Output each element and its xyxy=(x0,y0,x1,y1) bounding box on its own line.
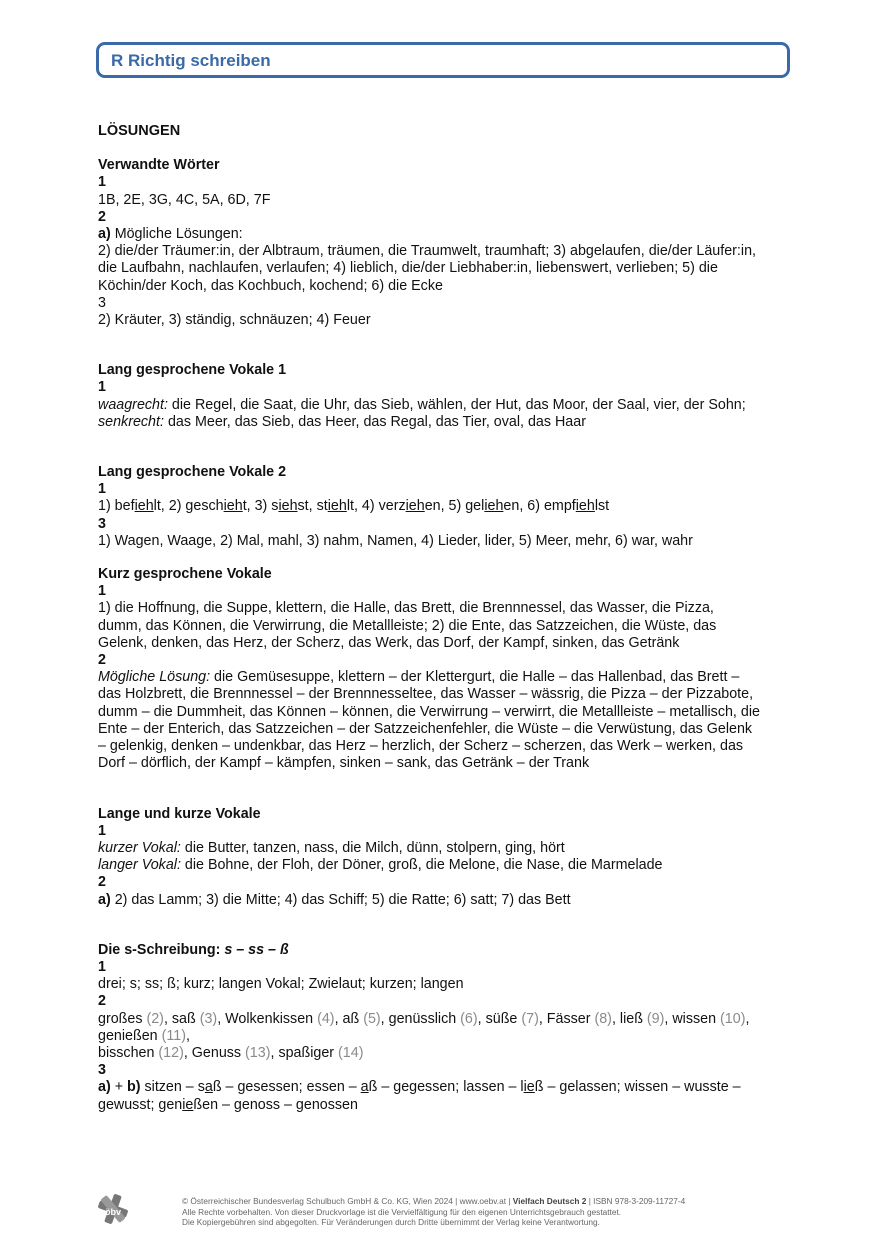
footer-book-title: Vielfach Deutsch 2 xyxy=(512,1196,587,1206)
text-part: ß – gelassen; wissen – wusste – xyxy=(534,1079,741,1096)
header-title: R Richtig schreiben xyxy=(111,51,271,70)
answer-text: das Holzbrett, die Brennnessel – der Brennnesseltee, das Wasser – wässrig, die Pizza – der Pizzabote, xyxy=(98,686,754,703)
footer-text: | ISBN 978-3-209-11727-4 xyxy=(586,1196,686,1206)
word-number: (10) xyxy=(720,1010,746,1027)
title-part: Die s-Schreibung: xyxy=(98,941,225,958)
word-item: wissen xyxy=(672,1010,721,1027)
page-title: LÖSUNGEN xyxy=(98,123,181,139)
answer-text: die Laufbahn, nachlaufen, verlaufen; 4) lieblich, die/der Liebhaber:in, liebenswert, verlieben; 5) die xyxy=(98,260,718,277)
answer-text: 1) die Hoffnung, die Suppe, klettern, die Halle, das Brett, die Brennnessel, das Wasser, die Pizza, xyxy=(98,600,714,617)
answer-text: drei; s; ss; ß; kurz; langen Vokal; Zwielaut; kurzen; langen xyxy=(98,976,464,993)
title-italic-part: s – ss – ß xyxy=(224,941,289,958)
footer-line-1 xyxy=(182,1196,802,1207)
word-number: (6) xyxy=(460,1010,478,1027)
answer-text: Köchin/der Koch, das Kochbuch, kochend; 6) die Ecke xyxy=(98,277,443,294)
text-part: t, 3) s xyxy=(242,498,279,515)
answer-text: Dorf – dörflich, der Kampf – kämpfen, sinken – sank, das Getränk – der Trank xyxy=(98,755,590,772)
word-number: (14) xyxy=(338,1044,364,1061)
answer-label: Mögliche Lösung: xyxy=(98,669,211,686)
task-number: 3 xyxy=(98,515,106,532)
underlined-part: ieh xyxy=(223,498,243,515)
answer-text: – gelenkig, denken – undenkbar, das Herz – herzlich, der Scherz – scherzen, das Werk – werken, das xyxy=(98,738,744,755)
sub-label: b) xyxy=(127,1079,141,1096)
word-number: (3) xyxy=(199,1010,218,1027)
underlined-part: a xyxy=(204,1079,213,1096)
task-number: 2 xyxy=(98,652,106,669)
task-number: 3 xyxy=(98,294,106,311)
answer-text: Ente – der Enterich, das Satzzeichen – der Satzzeichenfehler, die Wüste – die Verwüstung, das Gelenk xyxy=(98,720,753,737)
answer-text xyxy=(98,840,798,857)
underlined-part: ieh xyxy=(278,498,298,515)
word-item: aß xyxy=(342,1010,364,1027)
answer-text: 1) Wagen, Waage, 2) Mal, mahl, 3) nahm, Namen, 4) Lieder, lider, 5) Meer, mehr, 6) war, wahr xyxy=(98,532,693,549)
section-title-verwandte: Verwandte Wörter xyxy=(98,157,220,174)
answer-text: Gelenk, denken, das Herz, der Scherz, das Werk, das Dorf, der Kampf, sinken, das Getränk xyxy=(98,634,680,651)
task-number: 1 xyxy=(98,379,106,396)
word-number: (4) xyxy=(317,1010,335,1027)
word-item: großes xyxy=(98,1010,147,1027)
text-part: sitzen – s xyxy=(140,1079,205,1096)
word-number: (12) xyxy=(158,1044,184,1061)
answer-text xyxy=(98,498,798,515)
answer-text xyxy=(98,397,798,414)
word-number: (7) xyxy=(521,1010,539,1027)
text-part: gewusst; gen xyxy=(98,1096,183,1113)
word-item: Wolkenkissen xyxy=(225,1010,318,1027)
word-number: (13) xyxy=(245,1044,271,1061)
word-item: genießen xyxy=(98,1027,162,1044)
section-title-kurz: Kurz gesprochene Vokale xyxy=(98,566,272,583)
answer-text xyxy=(98,414,798,431)
underlined-part: a xyxy=(360,1079,369,1096)
answer-body: das Meer, das Sieb, das Heer, das Regal, das Tier, oval, das Haar xyxy=(163,413,586,430)
section-title-lang-2: Lang gesprochene Vokale 2 xyxy=(98,464,287,481)
text-part: ß – gegessen; lassen – l xyxy=(368,1079,524,1096)
text-part: lst xyxy=(594,498,610,515)
answer-body: die Butter, tanzen, nass, die Milch, dünn, stolpern, ging, hört xyxy=(180,839,565,856)
word-item: süße xyxy=(485,1010,522,1027)
answer-body: die Gemüsesuppe, klettern – der Klettergurt, die Halle – das Hallenbad, das Brett – xyxy=(210,669,740,686)
word-item: genüsslich xyxy=(388,1010,461,1027)
underlined-part: ieh xyxy=(405,498,425,515)
section-title-lang-kurz: Lange und kurze Vokale xyxy=(98,805,261,822)
underlined-part: ieh xyxy=(575,498,595,515)
footer xyxy=(182,1196,802,1228)
answer-text: 2) die/der Träumer:in, der Albtraum, träumen, die Traumwelt, traumhaft; 3) abgelaufen, die/der Läufer:in, xyxy=(98,243,756,260)
word-item: Genuss xyxy=(191,1044,246,1061)
underlined-part: ieh xyxy=(327,498,347,515)
answer-label: langer Vokal: xyxy=(98,857,181,874)
word-list: großes (2), saß (3), Wolkenkissen (4), aß (5), genüsslich (6), süße (7), Fässer (8), ließ (9), wissen (10), genießen (11), bisschen (12), Genuss (13), spaßiger (14) xyxy=(98,1010,750,1061)
text-part: lt, 4) verz xyxy=(346,498,406,515)
text-part: ßen – genoss – genossen xyxy=(193,1096,358,1113)
text-part: en, 6) empf xyxy=(503,498,576,515)
answer-text xyxy=(98,857,798,874)
sub-label: a) xyxy=(98,1079,111,1096)
task-number: 1 xyxy=(98,174,106,191)
word-item: Fässer xyxy=(546,1010,595,1027)
task-number: 2 xyxy=(98,208,106,225)
underlined-part: ie xyxy=(523,1079,535,1096)
footer-line-3: Die Kopiergebühren sind abgegolten. Für Veränderungen durch Dritte übernimmt der Verlag keine Verantwortung. xyxy=(182,1217,600,1227)
solutions-content xyxy=(98,123,798,1114)
answer-intro: Mögliche Lösungen: xyxy=(110,226,243,243)
word-number: (2) xyxy=(146,1010,164,1027)
word-number: (5) xyxy=(363,1010,381,1027)
answer-text: dumm – die Dummheit, das Können – können, die Verwirrung – verwirrt, die Metallleiste – metallisch, die xyxy=(98,703,760,720)
word-item: saß xyxy=(171,1010,200,1027)
text-part: ß – gesessen; essen – xyxy=(212,1079,361,1096)
task-number: 1 xyxy=(98,822,106,839)
answer-text xyxy=(98,892,798,909)
sub-label: a) xyxy=(98,226,111,243)
answer-text xyxy=(98,669,798,686)
word-item: bisschen xyxy=(98,1044,159,1061)
answer-body: die Bohne, der Floh, der Döner, groß, die Melone, die Nase, die Marmelade xyxy=(180,857,663,874)
answer-text: 1B, 2E, 3G, 4C, 5A, 6D, 7F xyxy=(98,191,271,208)
sub-label: a) xyxy=(98,891,111,908)
answer-label: senkrecht: xyxy=(98,413,164,430)
text-part: st, st xyxy=(297,498,328,515)
answer-text xyxy=(98,1097,798,1114)
word-number: (9) xyxy=(646,1010,665,1027)
section-title-s-schreibung xyxy=(98,942,798,959)
answer-text: 2) Kräuter, 3) ständig, schnäuzen; 4) Feuer xyxy=(98,312,371,329)
text-part: + xyxy=(110,1079,128,1096)
word-number: (11) xyxy=(161,1027,186,1044)
answer-text xyxy=(98,226,798,243)
answer-label: waagrecht: xyxy=(98,396,168,413)
answer-body: 2) das Lamm; 3) die Mitte; 4) das Schiff; 5) die Ratte; 6) satt; 7) das Bett xyxy=(110,891,571,908)
word-number: (8) xyxy=(594,1010,612,1027)
footer-line-2: Alle Rechte vorbehalten. Von dieser Druckvorlage ist die Vervielfältigung für den eigenen Unterrichtsgebrauch gestattet. xyxy=(182,1206,622,1217)
task-number: 1 xyxy=(98,958,106,975)
task-number: 1 xyxy=(98,481,106,498)
text-part: lt, 2) gesch xyxy=(153,498,224,515)
underlined-part: ieh xyxy=(484,498,504,515)
task-number: 2 xyxy=(98,874,106,891)
answer-text xyxy=(98,1079,798,1096)
underlined-part: ie xyxy=(182,1096,194,1113)
word-item: spaßiger xyxy=(278,1044,339,1061)
task-number: 3 xyxy=(98,1062,106,1079)
answer-label: kurzer Vokal: xyxy=(98,839,181,856)
task-number: 1 xyxy=(98,583,106,600)
footer-text: © Österreichischer Bundesverlag Schulbuch GmbH & Co. KG, Wien 2024 | www.oebv.at | xyxy=(182,1196,513,1206)
text-part: en, 5) gel xyxy=(424,498,485,515)
underlined-part: ieh xyxy=(134,498,154,515)
header-box xyxy=(96,42,790,78)
text-part: 1) bef xyxy=(98,498,135,515)
word-item: ließ xyxy=(619,1010,647,1027)
task-number: 2 xyxy=(98,993,106,1010)
answer-text: dumm, das Können, die Verwirrung, die Metallleiste; 2) die Ente, das Satzzeichen, die Wüste, das xyxy=(98,617,717,634)
section-title-lang-1: Lang gesprochene Vokale 1 xyxy=(98,362,287,379)
logo-text: öbv xyxy=(104,1207,122,1217)
oebv-logo-icon xyxy=(96,1192,130,1226)
answer-body: die Regel, die Saat, die Uhr, das Sieb, wählen, der Hut, das Moor, der Saal, vier, der Sohn; xyxy=(167,396,746,413)
